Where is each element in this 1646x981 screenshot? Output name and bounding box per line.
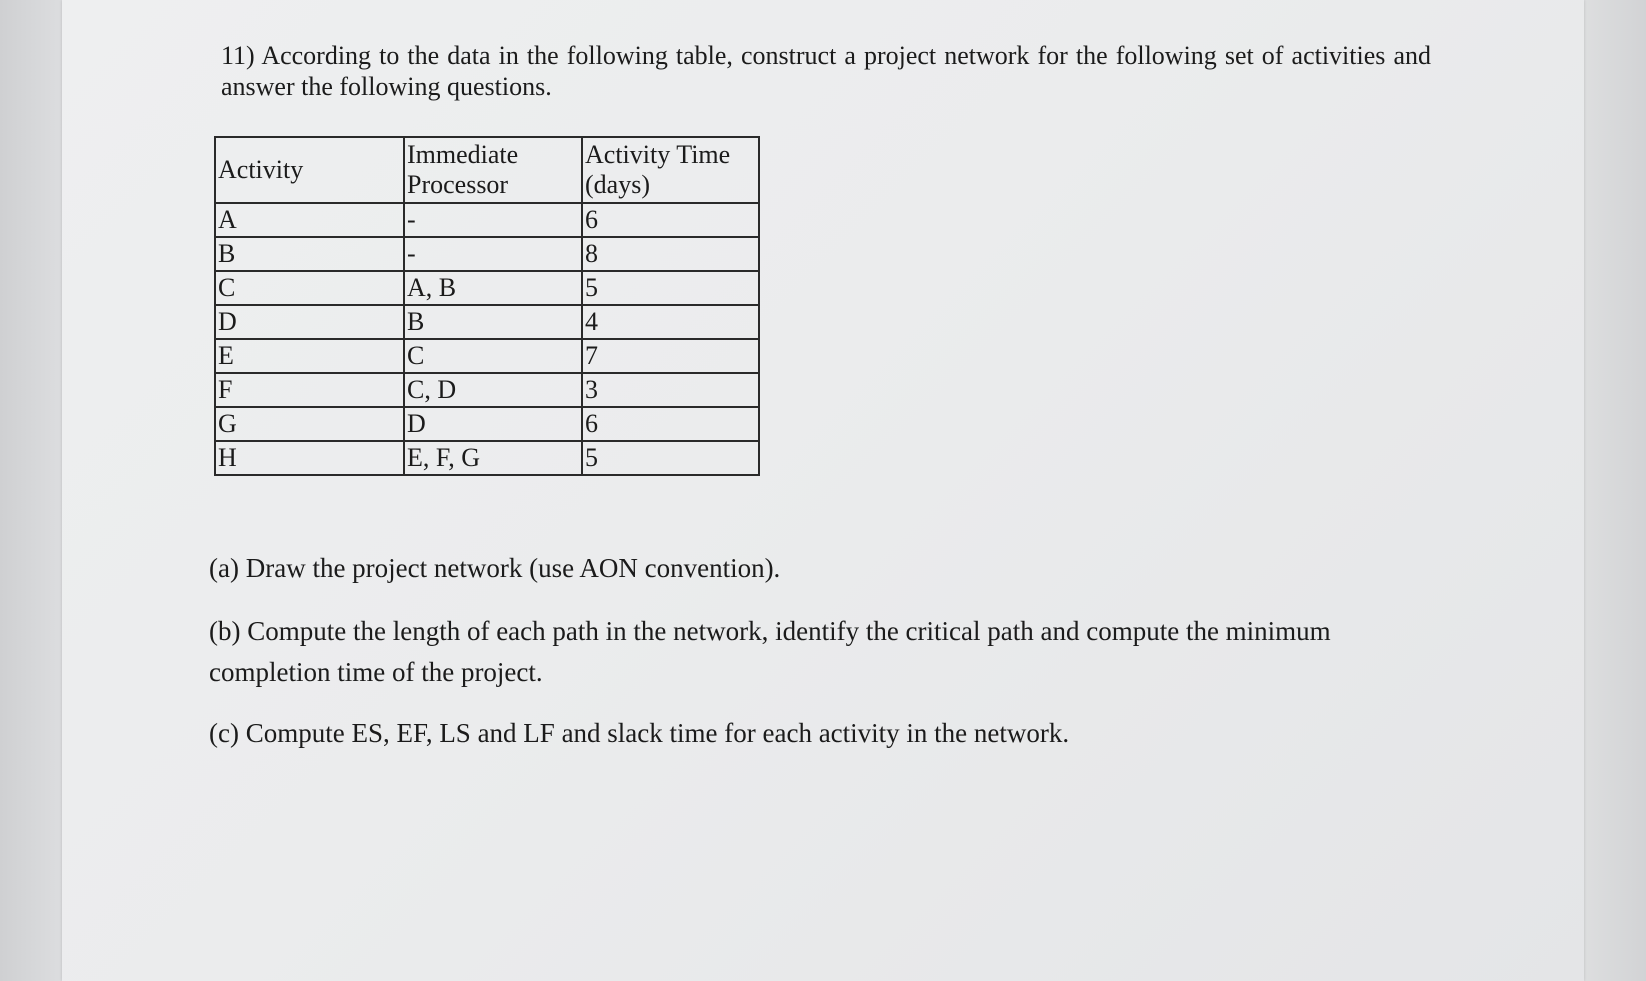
background-right xyxy=(1584,0,1646,981)
cell-predecessor: C xyxy=(404,339,582,373)
cell-activity: H xyxy=(215,441,404,475)
sub-question-c: (c) Compute ES, EF, LS and LF and slack time for each activity in the network. xyxy=(209,718,1070,748)
cell-predecessor: B xyxy=(404,305,582,339)
cell-time: 3 xyxy=(582,373,759,407)
header-activity-time: Activity Time (days) xyxy=(582,137,759,203)
table-row xyxy=(215,203,759,237)
cell-time: 6 xyxy=(582,407,759,441)
cell-predecessor: A, B xyxy=(404,271,582,305)
cell-predecessor: - xyxy=(404,203,582,237)
cell-time: 6 xyxy=(582,203,759,237)
header-activity: Activity xyxy=(215,137,404,203)
cell-predecessor: - xyxy=(404,237,582,271)
cell-predecessor: E, F, G xyxy=(404,441,582,475)
table-row xyxy=(215,237,759,271)
table-row xyxy=(215,271,759,305)
table-row xyxy=(215,407,759,441)
cell-activity: E xyxy=(215,339,404,373)
activity-table xyxy=(214,136,760,476)
cell-activity: D xyxy=(215,305,404,339)
background-left xyxy=(0,0,62,981)
cell-activity: F xyxy=(215,373,404,407)
table-row xyxy=(215,305,759,339)
cell-predecessor: C, D xyxy=(404,373,582,407)
table-row xyxy=(215,441,759,475)
table-header-row xyxy=(215,137,759,203)
cell-activity: B xyxy=(215,237,404,271)
cell-activity: C xyxy=(215,271,404,305)
sub-question-a: (a) Draw the project network (use AON convention). xyxy=(209,553,781,583)
question-intro: 11) According to the data in the following table, construct a project network for the following set of activities and answer the following questions. xyxy=(221,41,1431,101)
cell-activity: G xyxy=(215,407,404,441)
cell-time: 5 xyxy=(582,441,759,475)
sub-question-b: (b) Compute the length of each path in the network, identify the critical path and compute the minimum completion time of the project. xyxy=(209,616,1331,687)
cell-time: 4 xyxy=(582,305,759,339)
cell-activity: A xyxy=(215,203,404,237)
cell-time: 8 xyxy=(582,237,759,271)
cell-predecessor: D xyxy=(404,407,582,441)
cell-time: 5 xyxy=(582,271,759,305)
table-row xyxy=(215,373,759,407)
cell-time: 7 xyxy=(582,339,759,373)
header-immediate-processor: Immediate Processor xyxy=(404,137,582,203)
table-row xyxy=(215,339,759,373)
